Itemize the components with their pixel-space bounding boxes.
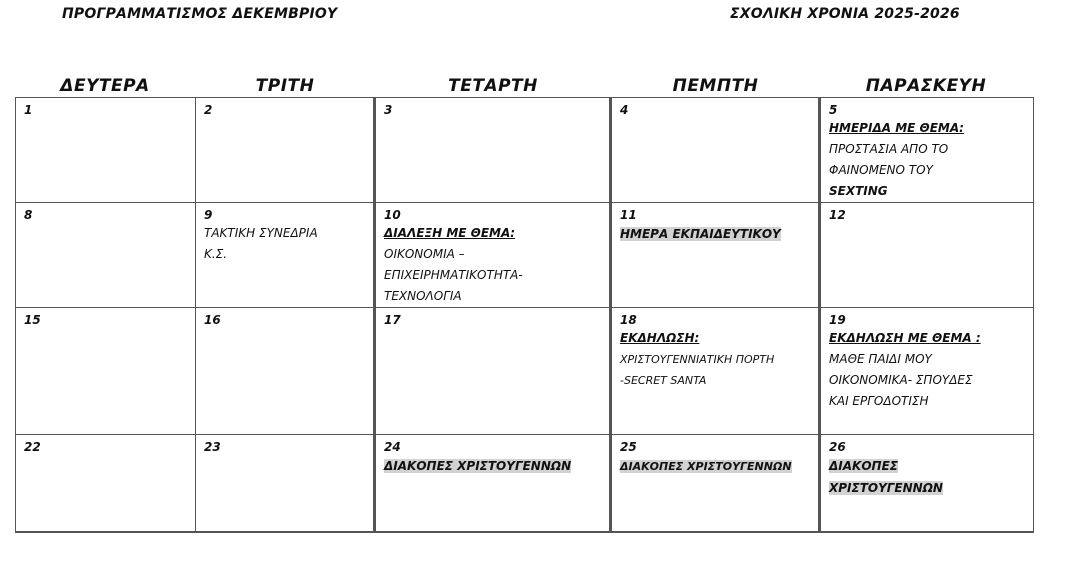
day-cell [612,203,821,307]
week-row [16,98,1033,203]
day-cell [821,308,1033,434]
day-number: 15 [24,313,41,327]
event-highlight: ΔΙΑΚΟΠΕΣ [829,459,898,473]
weekday-thursday: ΠΕΜΠΤΗ [672,76,759,96]
day-number: 25 [620,440,637,454]
day-cell [821,435,1033,531]
day-number: 26 [829,440,846,454]
event-text: ΤΑΚΤΙΚΗ ΣΥΝΕΔΡΙΑ [204,226,318,240]
weekday-header-row [15,75,1034,97]
school-year-label: ΣΧΟΛΙΚΗ ΧΡΟΝΙΑ 2025-2026 [730,6,960,22]
day-number: 4 [620,103,629,117]
event-text: ΚΑΙ ΕΡΓΟΔΟΤΙΣΗ [829,394,929,408]
day-number: 16 [204,313,221,327]
day-number: 2 [204,103,213,117]
day-cell [821,203,1033,307]
day-cell [196,203,376,307]
day-cell [16,98,196,202]
weekday-wednesday: ΤΕΤΑΡΤΗ [448,76,538,96]
event-highlight: ΧΡΙΣΤΟΥΓΕΝΝΩΝ [829,481,943,495]
day-cell [612,98,821,202]
event-text: ΜΑΘΕ ΠΑΙΔΙ ΜΟΥ [829,352,932,366]
week-row [16,203,1033,308]
event-text: ΦΑΙΝΟΜΕΝΟ ΤΟΥ [829,163,933,177]
calendar-table [15,75,1034,533]
day-number: 10 [384,208,401,222]
day-cell [376,203,612,307]
day-number: 3 [384,103,393,117]
event-text: ΠΡΟΣΤΑΣΙΑ ΑΠΟ ΤΟ [829,142,949,156]
day-number: 1 [24,103,33,117]
event-title: ΕΚΔΗΛΩΣΗ: [620,331,700,345]
weekday-tuesday: ΤΡΙΤΗ [255,76,315,96]
day-cell [196,98,376,202]
day-cell [612,308,821,434]
header-title: ΠΡΟΓΡΑΜΜΑΤΙΣΜΟΣ ΔΕΚΕΜΒΡΙΟΥ [62,6,338,22]
event-text: ΧΡΙΣΤΟΥΓΕΝΝΙΑΤΙΚΗ ΠΟΡΤΗ [620,353,775,366]
day-number: 17 [384,313,401,327]
day-cell [196,308,376,434]
day-cell [612,435,821,531]
event-title: ΔΙΑΛΕΞΗ ΜΕ ΘΕΜΑ: [384,226,516,240]
event-highlight: ΔΙΑΚΟΠΕΣ ΧΡΙΣΤΟΥΓΕΝΝΩΝ [620,460,792,473]
event-text: ΤΕΧΝΟΛΟΓΙΑ [384,289,462,303]
weekday-friday: ΠΑΡΑΣΚΕΥΗ [865,76,987,96]
week-row [16,435,1033,531]
event-text: Κ.Σ. [204,247,228,261]
weekday-monday: ΔΕΥΤΕΡΑ [60,76,150,96]
day-cell [16,203,196,307]
day-cell [376,98,612,202]
day-number: 23 [204,440,221,454]
event-highlight: ΔΙΑΚΟΠΕΣ ΧΡΙΣΤΟΥΓΕΝΝΩΝ [384,459,572,473]
event-text: -SECRET SANTA [620,374,707,387]
day-number: 5 [829,103,838,117]
day-number: 22 [24,440,41,454]
event-text: ΟΙΚΟΝΟΜΙΑ – [384,247,465,261]
day-cell [16,308,196,434]
day-cell [821,98,1033,202]
day-number: 12 [829,208,846,222]
event-title: ΕΚΔΗΛΩΣΗ ΜΕ ΘΕΜΑ : [829,331,981,345]
day-number: 9 [204,208,213,222]
event-highlight: ΗΜΕΡΑ ΕΚΠΑΙΔΕΥΤΙΚΟΥ [620,227,781,241]
event-text: ΟΙΚΟΝΟΜΙΚΑ- ΣΠΟΥΔΕΣ [829,373,973,387]
day-number: 24 [384,440,401,454]
calendar-grid [15,97,1034,533]
day-number: 8 [24,208,33,222]
day-cell [196,435,376,531]
day-number: 11 [620,208,637,222]
event-text: ΕΠΙΧΕΙΡΗΜΑΤΙΚΟΤΗΤΑ- [384,268,523,282]
day-cell [376,435,612,531]
event-text: SEXTING [829,184,888,198]
event-title: ΗΜΕΡΙΔΑ ΜΕ ΘΕΜΑ: [829,121,964,135]
day-number: 18 [620,313,637,327]
day-number: 19 [829,313,846,327]
week-row [16,308,1033,435]
day-cell [376,308,612,434]
day-cell [16,435,196,531]
